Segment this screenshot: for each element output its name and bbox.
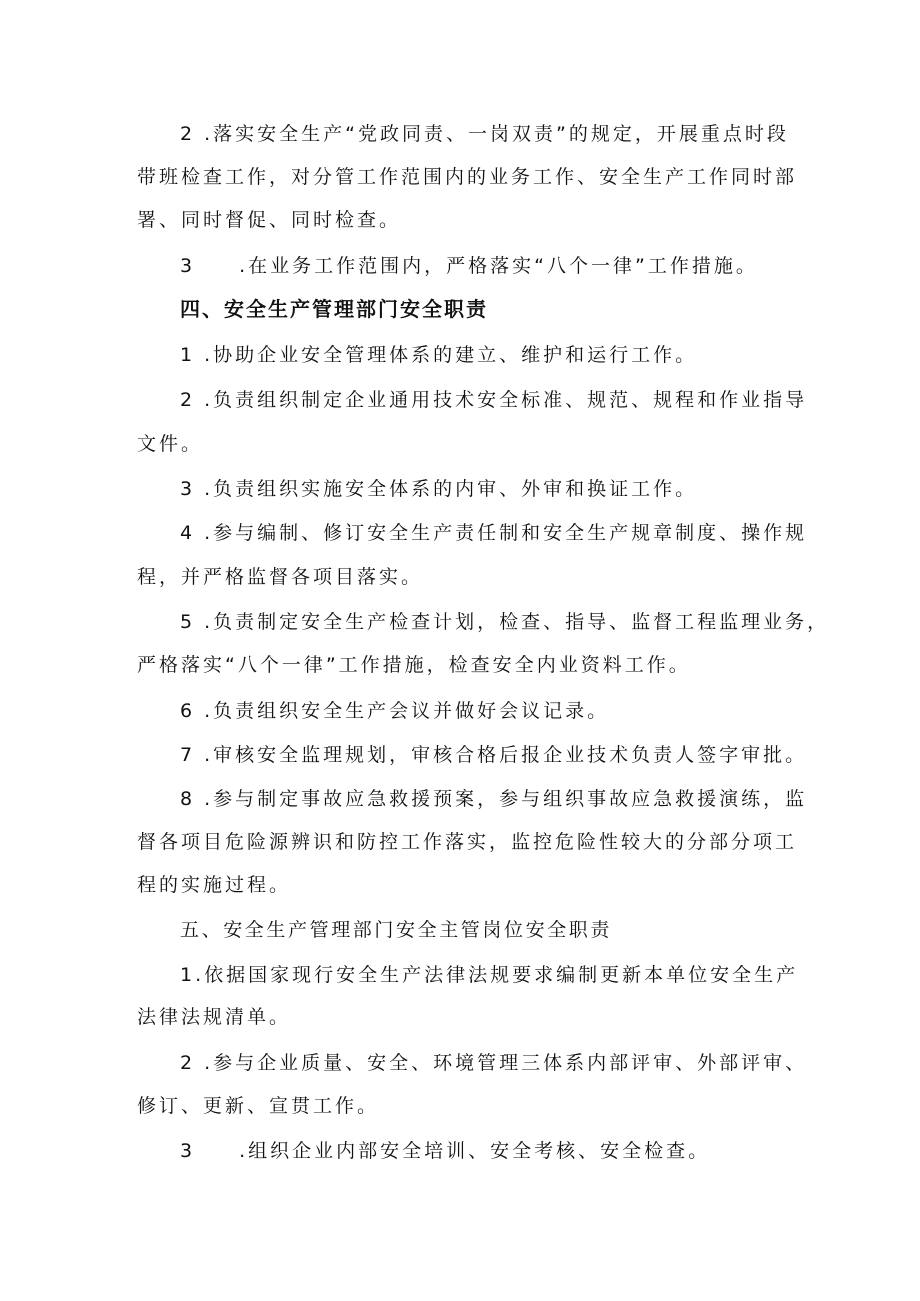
item-1: 1 .协助企业安全管理体系的建立、维护和运行工作。: [180, 344, 698, 366]
item-8-line-3: 程的实施过程。: [137, 874, 292, 896]
sub-item-2-line-1: 2 .参与企业质量、安全、环境管理三体系内部评审、外部评审、: [180, 1052, 808, 1074]
section-heading-5: 五、安全生产管理部门安全主管岗位安全职责: [180, 919, 613, 941]
sub-item-1-line-2: 法律法规清单。: [137, 1006, 292, 1028]
item-4-line-2: 程，并严格监督各项目落实。: [137, 566, 424, 588]
section-heading-4: 四、安全生产管理部门安全职责: [180, 297, 488, 321]
item-8-line-2: 督各项目危险源辨识和防控工作落实，监控危险性较大的分部分项工: [137, 831, 798, 853]
paragraph-2-line-3: 署、同时督促、同时检查。: [137, 209, 402, 231]
sub-item-2-line-2: 修订、更新、宣贯工作。: [137, 1095, 380, 1117]
paragraph-2-line-2: 带班检查工作，对分管工作范围内的业务工作、安全生产工作同时部: [137, 166, 798, 188]
item-2-line-2: 文件。: [137, 433, 204, 455]
item-7: 7 .审核安全监理规划，审核合格后报企业技术负责人签字审批。: [180, 744, 808, 766]
item-5-line-1: 5 .负责制定安全生产检查计划，检查、指导、监督工程监理业务，: [180, 611, 830, 633]
sub-item-3: 3 .组织企业内部安全培训、安全考核、安全检查。: [180, 1140, 711, 1162]
item-6: 6 .负责组织安全生产会议并做好会议记录。: [180, 700, 610, 722]
item-5-line-2: 严格落实“八个一律”工作措施，检查安全内业资料工作。: [137, 654, 691, 676]
paragraph-2-line-1: 2 .落实安全生产“党政同责、一岗双责”的规定，开展重点时段: [180, 123, 789, 145]
sub-item-1-line-1: 1.依据国家现行安全生产法律法规要求编制更新本单位安全生产: [180, 964, 799, 986]
paragraph-3: 3 .在业务工作范围内，严格落实“八个一律”工作措施。: [180, 255, 758, 277]
item-4-line-1: 4 .参与编制、修订安全生产责任制和安全生产规章制度、操作规: [180, 522, 808, 544]
item-3: 3 .负责组织实施安全体系的内审、外审和换证工作。: [180, 478, 698, 500]
item-8-line-1: 8 .参与制定事故应急救援预案，参与组织事故应急救援演练，监: [180, 788, 808, 810]
item-2-line-1: 2 .负责组织制定企业通用技术安全标准、规范、规程和作业指导: [180, 389, 808, 411]
